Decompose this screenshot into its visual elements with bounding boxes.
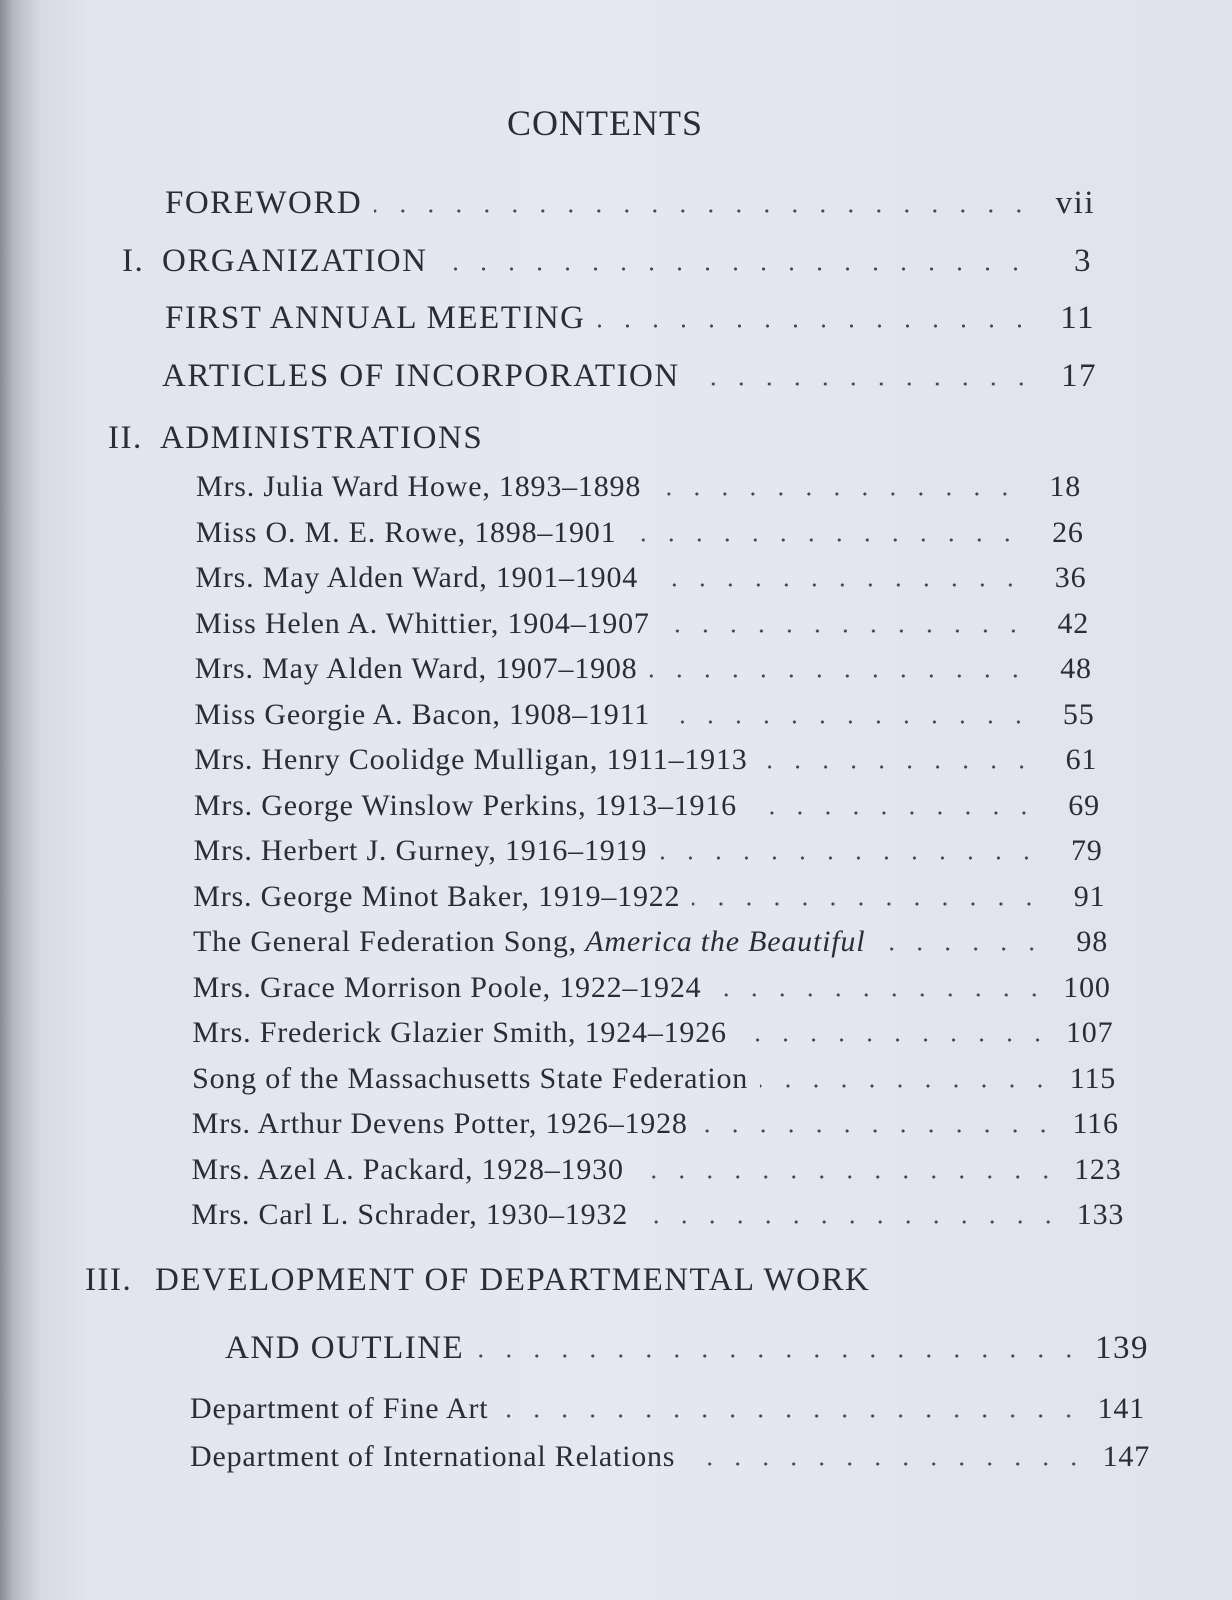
toc-entry-administration [193, 971, 1111, 1005]
entry-label-text: Mrs. Julia Ward Howe, 1893–1898 [196, 470, 642, 503]
dot-leader [749, 811, 1038, 815]
toc-entry-administration [196, 516, 1084, 550]
entry-label [193, 971, 702, 1005]
entry-page: 3 [1074, 243, 1092, 279]
dot-leader [374, 209, 1033, 213]
toc-entry-departmental-work [225, 1330, 1149, 1367]
dot-leader [476, 1354, 1083, 1358]
entry-label-text: Mrs. George Winslow Perkins, 1913–1916 [193, 788, 737, 822]
entry-label [195, 652, 638, 686]
entry-page: 141 [1097, 1392, 1145, 1425]
dot-leader [692, 902, 1043, 906]
entry-page: 42 [1057, 606, 1090, 640]
dot-leader [659, 856, 1040, 860]
entry-label: AND OUTLINE [225, 1330, 465, 1366]
dot-leader [700, 1129, 1057, 1133]
entry-page: 18 [1049, 470, 1081, 503]
entry-label: FIRST ANNUAL MEETING [165, 300, 586, 336]
entry-page: 107 [1065, 1016, 1114, 1049]
entry-label-text: Miss Georgie A. Bacon, 1908–1911 [194, 697, 651, 731]
toc-entry-administration [196, 470, 1081, 504]
toc-entry-administration [195, 698, 1095, 732]
entry-label [193, 880, 680, 914]
entry-label: FOREWORD [165, 185, 363, 221]
dot-leader [692, 382, 1035, 386]
entry-label [191, 1198, 628, 1232]
entry-label-text: Miss O. M. E. Rowe, 1898–1901 [195, 515, 617, 549]
toc-entry-first-annual-meeting [165, 300, 1095, 337]
dot-leader [713, 993, 1048, 997]
dot-leader [760, 1084, 1054, 1088]
entry-page: vii [1055, 185, 1095, 221]
entry-label: ORGANIZATION [162, 243, 428, 279]
dot-leader [439, 267, 1030, 271]
entry-label-text: Mrs. Carl L. Schrader, 1930–1932 [191, 1198, 629, 1231]
dot-leader [662, 720, 1032, 724]
dot-leader [628, 538, 1021, 542]
dot-leader [649, 674, 1029, 678]
entry-label [195, 607, 650, 641]
toc-entry-articles [162, 358, 1097, 395]
entry-page: 79 [1070, 834, 1103, 867]
entry-label-text: Mrs. May Alden Ward, 1907–1908 [194, 652, 638, 685]
toc-entry-administration [194, 743, 1097, 777]
dot-leader [760, 765, 1036, 769]
entry-page: 11 [1060, 300, 1095, 336]
dot-leader [687, 1462, 1088, 1466]
entry-label-text: Mrs. Frederick Glazier Smith, 1924–1926 [192, 1016, 727, 1049]
toc-entry-international-relations [190, 1440, 1150, 1474]
entry-label [194, 743, 747, 777]
entry-label-text: Miss Helen A. Whittier, 1904–1907 [195, 606, 650, 640]
toc-entry-administration [193, 880, 1105, 914]
toc-entry-administration [195, 652, 1092, 686]
entry-label [196, 470, 641, 504]
section-number: III. [85, 1262, 133, 1298]
entry-label [192, 1016, 726, 1050]
entry-page: 116 [1072, 1107, 1119, 1140]
toc-entry-administration [192, 1062, 1116, 1096]
entry-label: ARTICLES OF INCORPORATION [162, 358, 680, 394]
entry-label-text: Mrs. George Minot Baker, 1919–1922 [193, 879, 681, 913]
entry-label-text: Song of the Massachusetts State Federation [192, 1061, 749, 1095]
entry-page: 55 [1062, 697, 1095, 731]
entry-page: 139 [1095, 1330, 1149, 1366]
toc-entry-administration [193, 925, 1108, 959]
entry-label-text: Mrs. Azel A. Packard, 1928–1930 [191, 1152, 624, 1186]
dot-leader [650, 583, 1024, 587]
dot-leader [640, 1220, 1062, 1224]
section-number: I. [122, 243, 145, 279]
entry-label [192, 1062, 748, 1096]
entry-page: 133 [1076, 1198, 1125, 1231]
page-title: CONTENTS [507, 103, 703, 143]
entry-label [195, 698, 651, 732]
entry-page: 91 [1073, 879, 1106, 913]
toc-entry-administration [195, 607, 1089, 641]
toc-entry-administration [192, 1016, 1113, 1050]
section-number: II. [108, 420, 143, 456]
entry-label: Department of Fine Art [190, 1392, 489, 1425]
entry-label-text: The General Federation Song, [193, 925, 586, 958]
entry-page: 36 [1054, 561, 1087, 594]
dot-leader [739, 1038, 1052, 1042]
toc-entry-administration [195, 561, 1086, 595]
toc-entry-administration [192, 1107, 1119, 1141]
entry-label-text: Mrs. Arthur Devens Potter, 1926–1928 [191, 1107, 688, 1140]
dot-leader [662, 629, 1027, 633]
entry-page: 100 [1063, 970, 1111, 1004]
toc-entry-foreword [165, 185, 1095, 222]
entry-label [193, 925, 865, 959]
entry-page: 48 [1060, 652, 1092, 685]
entry-label [194, 789, 737, 823]
entry-label [194, 834, 648, 868]
entry-label: Department of International Relations [190, 1440, 676, 1473]
dot-leader [636, 1175, 1060, 1179]
toc-entry-administration [191, 1198, 1124, 1232]
section-heading: DEVELOPMENT OF DEPARTMENTAL WORK [155, 1262, 871, 1298]
entry-label [192, 1107, 688, 1141]
entry-label [195, 561, 638, 595]
section-heading: ADMINISTRATIONS [160, 420, 484, 456]
entry-page: 26 [1052, 515, 1084, 549]
entry-label-text: Mrs. Herbert J. Gurney, 1916–1919 [193, 834, 648, 867]
song-title: America the Beautiful [585, 925, 866, 958]
dot-leader [877, 947, 1046, 951]
entry-page: 123 [1074, 1152, 1122, 1186]
entry-label [192, 1153, 624, 1187]
entry-label-text: Mrs. Henry Coolidge Mulligan, 1911–1913 [194, 743, 748, 776]
toc-entry-organization [162, 243, 1092, 280]
dot-leader [500, 1414, 1083, 1418]
toc-entry-fine-art [190, 1392, 1145, 1426]
entry-page: 69 [1068, 788, 1100, 822]
toc-entry-administration [192, 1153, 1122, 1187]
entry-page: 98 [1076, 925, 1108, 958]
entry-label-text: Mrs. Grace Morrison Poole, 1922–1924 [192, 970, 702, 1004]
entry-page: 115 [1069, 1061, 1117, 1095]
entry-label-text: Mrs. May Alden Ward, 1901–1904 [195, 561, 639, 594]
entry-label [196, 516, 617, 550]
entry-page: 61 [1065, 743, 1098, 776]
toc-entry-administration [194, 834, 1103, 868]
dot-leader [598, 324, 1033, 328]
dot-leader [653, 492, 1019, 496]
entry-page: 17 [1061, 358, 1097, 394]
entry-page: 147 [1102, 1440, 1150, 1473]
toc-entry-administration [194, 789, 1100, 823]
